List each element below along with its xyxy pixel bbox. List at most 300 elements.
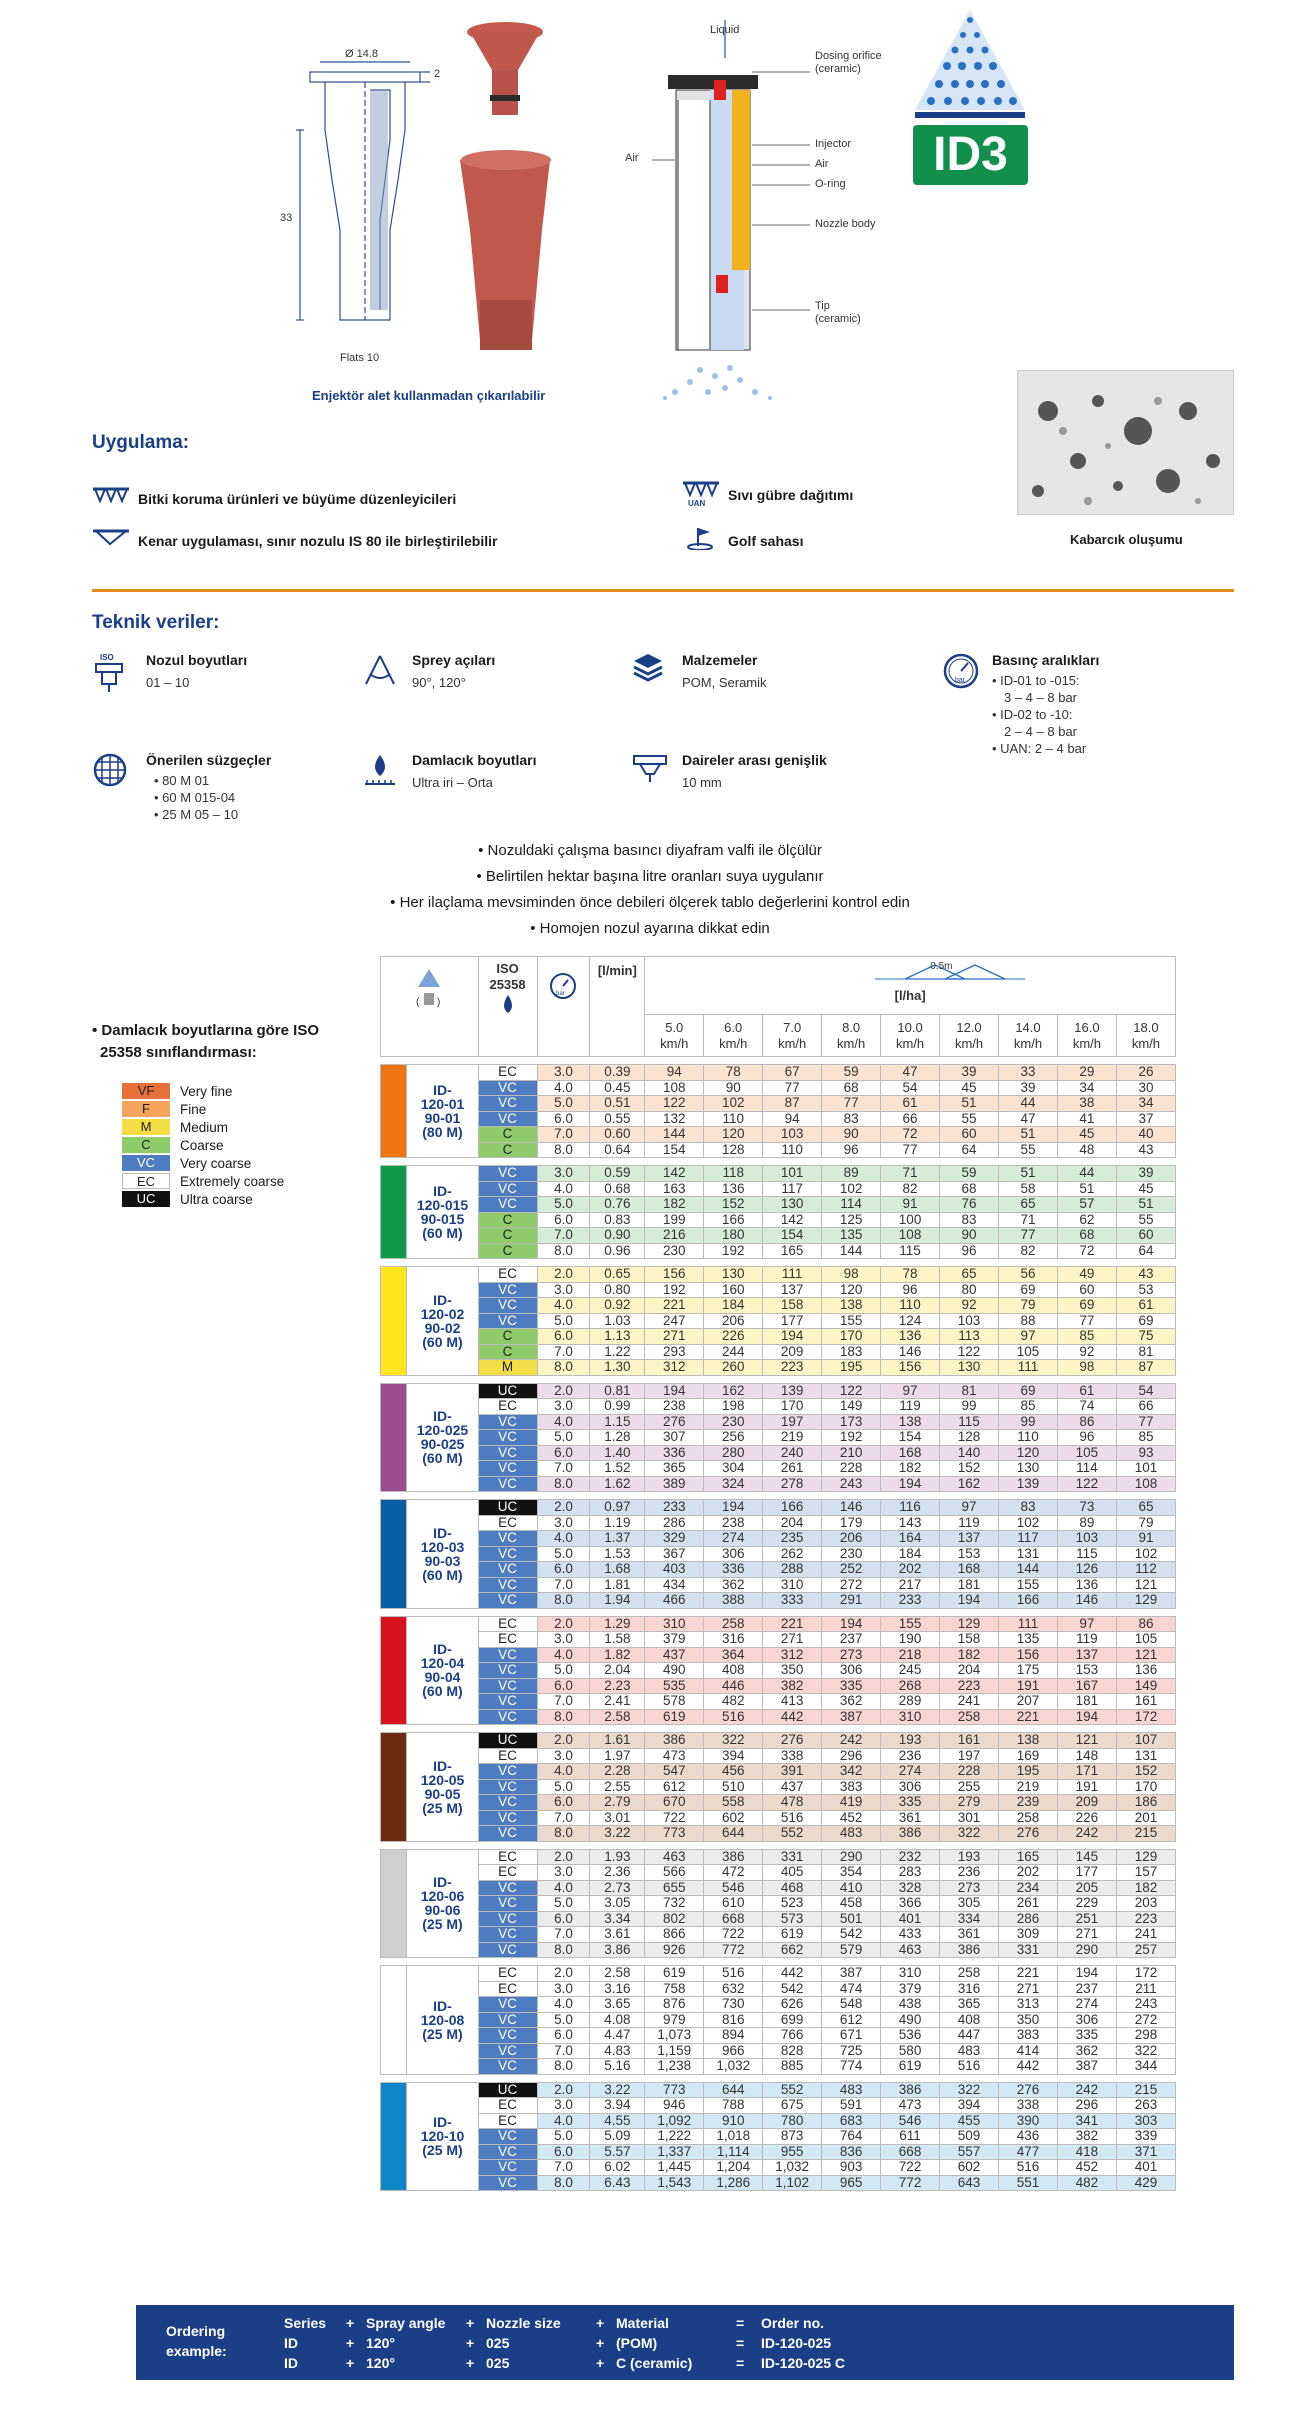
rate-cell: 160 bbox=[704, 1282, 763, 1298]
rate-cell: 410 bbox=[822, 1880, 881, 1896]
rate-cell: 186 bbox=[1116, 1795, 1175, 1811]
filter-line-1: • 80 M 01 bbox=[154, 773, 210, 788]
rate-cell: 121 bbox=[1116, 1647, 1175, 1663]
pressure-cell: 3.0 bbox=[537, 1065, 590, 1081]
rate-cell: 243 bbox=[1116, 1997, 1175, 2013]
label-body: Nozzle body bbox=[815, 218, 876, 230]
rate-cell: 29 bbox=[1057, 1065, 1116, 1081]
spec-value: Ultra iri – Orta bbox=[412, 775, 493, 790]
rate-cell: 170 bbox=[763, 1399, 822, 1415]
rate-cell: 111 bbox=[999, 1616, 1058, 1632]
rate-cell: 433 bbox=[881, 1927, 940, 1943]
rate-cell: 244 bbox=[704, 1344, 763, 1360]
legend-item bbox=[122, 1136, 372, 1154]
application-item-1 bbox=[92, 486, 456, 511]
label-liquid: Liquid bbox=[710, 24, 740, 36]
rate-cell: 566 bbox=[645, 1865, 704, 1881]
flow-cell: 1.93 bbox=[590, 1849, 645, 1865]
rate-cell: 296 bbox=[822, 1748, 881, 1764]
spray-pattern-icon bbox=[905, 0, 1035, 120]
rate-cell: 139 bbox=[763, 1383, 822, 1399]
rate-cell: 183 bbox=[822, 1344, 881, 1360]
table-row bbox=[381, 2082, 1176, 2098]
pressure-cell: 7.0 bbox=[537, 1228, 590, 1244]
table-row bbox=[381, 1647, 1176, 1663]
rate-cell: 258 bbox=[999, 1810, 1058, 1826]
rate-cell: 153 bbox=[1057, 1663, 1116, 1679]
table-row bbox=[381, 1282, 1176, 1298]
rate-cell: 97 bbox=[1057, 1616, 1116, 1632]
rate-cell: 436 bbox=[999, 2129, 1058, 2145]
rate-cell: 258 bbox=[704, 1616, 763, 1632]
iso-class-cell: EC bbox=[478, 1065, 537, 1081]
rate-cell: 103 bbox=[1057, 1531, 1116, 1547]
ordering-cell: = bbox=[736, 2355, 745, 2371]
table-row bbox=[381, 1779, 1176, 1795]
rate-cell: 137 bbox=[940, 1531, 999, 1547]
edge-spray-icon bbox=[92, 528, 130, 553]
legend-swatch: EC bbox=[122, 1173, 170, 1189]
spec-value: 01 – 10 bbox=[146, 675, 190, 690]
iso-class-cell: C bbox=[478, 1228, 537, 1244]
rate-cell: 193 bbox=[881, 1733, 940, 1749]
rate-cell: 86 bbox=[1116, 1616, 1175, 1632]
rate-cell: 1,445 bbox=[645, 2160, 704, 2176]
rate-cell: 121 bbox=[1116, 1577, 1175, 1593]
rate-cell: 87 bbox=[1116, 1360, 1175, 1376]
rate-cell: 386 bbox=[645, 1733, 704, 1749]
ordering-cell: Order no. bbox=[761, 2315, 825, 2331]
rate-cell: 262 bbox=[763, 1546, 822, 1562]
rate-cell: 241 bbox=[1116, 1927, 1175, 1943]
rate-cell: 456 bbox=[704, 1764, 763, 1780]
rate-cell: 274 bbox=[704, 1531, 763, 1547]
rate-cell: 331 bbox=[999, 1942, 1058, 1958]
pressure-cell: 8.0 bbox=[537, 1360, 590, 1376]
rate-cell: 96 bbox=[1057, 1430, 1116, 1446]
iso-class-cell: VC bbox=[478, 1197, 537, 1213]
rate-cell: 274 bbox=[881, 1764, 940, 1780]
rate-cell: 83 bbox=[999, 1500, 1058, 1516]
rate-cell: 53 bbox=[1116, 1282, 1175, 1298]
iso-class-cell: VC bbox=[478, 1593, 537, 1609]
rate-cell: 198 bbox=[704, 1399, 763, 1415]
ordering-cell: + bbox=[596, 2335, 605, 2351]
flow-cell: 0.60 bbox=[590, 1127, 645, 1143]
rate-cell: 548 bbox=[822, 1997, 881, 2013]
iso-class-cell: VC bbox=[478, 1880, 537, 1896]
rate-cell: 210 bbox=[822, 1445, 881, 1461]
rate-cell: 228 bbox=[822, 1461, 881, 1477]
rate-cell: 110 bbox=[881, 1298, 940, 1314]
rate-cell: 156 bbox=[881, 1360, 940, 1376]
ordering-cell: Series bbox=[284, 2315, 327, 2331]
pressure-cell: 8.0 bbox=[537, 1709, 590, 1725]
ordering-cell: Material bbox=[616, 2315, 669, 2331]
iso-class-cell: VC bbox=[478, 1546, 537, 1562]
rate-cell: 276 bbox=[763, 1733, 822, 1749]
table-row bbox=[381, 1966, 1176, 1982]
rate-cell: 43 bbox=[1116, 1142, 1175, 1158]
rate-cell: 54 bbox=[1116, 1383, 1175, 1399]
rate-cell: 788 bbox=[704, 2098, 763, 2114]
iso-class-cell: VC bbox=[478, 1430, 537, 1446]
rate-cell: 387 bbox=[822, 1966, 881, 1982]
ordering-cell: = bbox=[736, 2335, 745, 2351]
iso-class-cell: VC bbox=[478, 2059, 537, 2075]
rate-cell: 172 bbox=[1116, 1709, 1175, 1725]
rate-cell: 192 bbox=[645, 1282, 704, 1298]
rate-cell: 414 bbox=[999, 2043, 1058, 2059]
rate-cell: 619 bbox=[645, 1709, 704, 1725]
pressure-cell: 7.0 bbox=[537, 1927, 590, 1943]
flow-cell: 0.68 bbox=[590, 1181, 645, 1197]
rate-cell: 114 bbox=[822, 1197, 881, 1213]
rate-cell: 129 bbox=[940, 1616, 999, 1632]
legend-item bbox=[122, 1082, 372, 1100]
rate-cell: 312 bbox=[645, 1360, 704, 1376]
rate-cell: 152 bbox=[1116, 1764, 1175, 1780]
pressure-cell: 5.0 bbox=[537, 1663, 590, 1679]
rate-cell: 60 bbox=[1116, 1228, 1175, 1244]
filter-globe-icon bbox=[92, 752, 128, 793]
rate-cell: 192 bbox=[704, 1243, 763, 1259]
flow-cell: 5.57 bbox=[590, 2144, 645, 2160]
application-label: Sıvı gübre dağıtımı bbox=[728, 487, 854, 503]
table-row bbox=[381, 1414, 1176, 1430]
group-color-stripe bbox=[381, 1966, 407, 2075]
label-oring: O-ring bbox=[815, 178, 846, 190]
speed-header: 12.0 km/h bbox=[940, 1015, 999, 1057]
rate-cell: 61 bbox=[1057, 1383, 1116, 1399]
rate-cell: 612 bbox=[822, 2012, 881, 2028]
rate-cell: 383 bbox=[822, 1779, 881, 1795]
rate-cell: 772 bbox=[704, 1942, 763, 1958]
rate-cell: 408 bbox=[940, 2012, 999, 2028]
spec-title: Damlacık boyutları bbox=[412, 752, 537, 768]
flow-cell: 0.92 bbox=[590, 1298, 645, 1314]
rate-cell: 382 bbox=[763, 1678, 822, 1694]
rate-cell: 165 bbox=[999, 1849, 1058, 1865]
rate-cell: 286 bbox=[645, 1515, 704, 1531]
rate-cell: 271 bbox=[645, 1329, 704, 1345]
table-row bbox=[381, 2043, 1176, 2059]
table-row bbox=[381, 1733, 1176, 1749]
pressure-cell: 4.0 bbox=[537, 1764, 590, 1780]
rate-cell: 764 bbox=[822, 2129, 881, 2145]
nozzle-group-name: ID- 120-01 90-01 (80 M) bbox=[407, 1065, 478, 1158]
iso-class-cell: C bbox=[478, 1142, 537, 1158]
spec-value: 10 mm bbox=[682, 775, 722, 790]
rate-cell: 483 bbox=[822, 2082, 881, 2098]
table-row bbox=[381, 1096, 1176, 1112]
label-air-left: Air bbox=[625, 152, 639, 164]
rate-cell: 306 bbox=[881, 1779, 940, 1795]
rate-cell: 82 bbox=[881, 1181, 940, 1197]
iso-class-cell: UC bbox=[478, 2082, 537, 2098]
rate-cell: 578 bbox=[645, 1694, 704, 1710]
rate-cell: 54 bbox=[881, 1080, 940, 1096]
rate-cell: 155 bbox=[999, 1577, 1058, 1593]
iso-class-cell: VC bbox=[478, 1663, 537, 1679]
rate-cell: 182 bbox=[645, 1197, 704, 1213]
flow-cell: 1.15 bbox=[590, 1414, 645, 1430]
rate-cell: 140 bbox=[940, 1445, 999, 1461]
rate-cell: 101 bbox=[1116, 1461, 1175, 1477]
rate-cell: 166 bbox=[999, 1593, 1058, 1609]
rate-cell: 328 bbox=[881, 1880, 940, 1896]
iso-class-cell: VC bbox=[478, 1461, 537, 1477]
notes-list bbox=[0, 838, 1300, 942]
rate-cell: 429 bbox=[1116, 2175, 1175, 2191]
rate-cell: 261 bbox=[763, 1461, 822, 1477]
iso-class-cell: VC bbox=[478, 1810, 537, 1826]
rate-cell: 873 bbox=[763, 2129, 822, 2145]
rate-cell: 55 bbox=[1116, 1212, 1175, 1228]
rate-cell: 258 bbox=[940, 1709, 999, 1725]
table-row bbox=[381, 1632, 1176, 1648]
rate-cell: 547 bbox=[645, 1764, 704, 1780]
rate-cell: 78 bbox=[881, 1267, 940, 1283]
pressure-cell: 3.0 bbox=[537, 2098, 590, 2114]
rate-cell: 114 bbox=[1057, 1461, 1116, 1477]
pressure-cell: 5.0 bbox=[537, 2012, 590, 2028]
pressure-cell: 4.0 bbox=[537, 1080, 590, 1096]
table-row bbox=[381, 1942, 1176, 1958]
rate-cell: 158 bbox=[763, 1298, 822, 1314]
ordering-cell: + bbox=[346, 2335, 355, 2351]
pressure-cell: 8.0 bbox=[537, 2059, 590, 2075]
table-row bbox=[381, 1127, 1176, 1143]
rate-cell: 546 bbox=[881, 2113, 940, 2129]
iso-class-cell: VC bbox=[478, 1577, 537, 1593]
rate-cell: 619 bbox=[881, 2059, 940, 2075]
flow-cell: 0.76 bbox=[590, 1197, 645, 1213]
group-spacer bbox=[381, 2074, 1176, 2082]
rate-cell: 166 bbox=[763, 1500, 822, 1516]
rate-cell: 165 bbox=[763, 1243, 822, 1259]
rate-cell: 194 bbox=[704, 1500, 763, 1516]
iso-class-cell: VC bbox=[478, 1562, 537, 1578]
pressure-cell: 6.0 bbox=[537, 1212, 590, 1228]
rate-cell: 361 bbox=[940, 1927, 999, 1943]
rate-cell: 94 bbox=[645, 1065, 704, 1081]
rate-cell: 405 bbox=[763, 1865, 822, 1881]
rate-cell: 283 bbox=[881, 1865, 940, 1881]
rate-cell: 408 bbox=[704, 1663, 763, 1679]
rate-cell: 39 bbox=[940, 1065, 999, 1081]
table-row bbox=[381, 1795, 1176, 1811]
rate-cell: 206 bbox=[822, 1531, 881, 1547]
nozzle-group-name: ID- 120-03 90-03 (60 M) bbox=[407, 1500, 478, 1609]
rate-cell: 316 bbox=[704, 1632, 763, 1648]
flow-cell: 2.73 bbox=[590, 1880, 645, 1896]
group-spacer bbox=[381, 1375, 1176, 1383]
rate-cell: 179 bbox=[822, 1515, 881, 1531]
rate-cell: 1,286 bbox=[704, 2175, 763, 2191]
rate-cell: 154 bbox=[645, 1142, 704, 1158]
rate-cell: 490 bbox=[881, 2012, 940, 2028]
pressure-line-5: • UAN: 2 – 4 bar bbox=[992, 741, 1087, 756]
group-color-stripe bbox=[381, 1849, 407, 1958]
rate-cell: 482 bbox=[704, 1694, 763, 1710]
flow-cell: 2.58 bbox=[590, 1709, 645, 1725]
rate-cell: 195 bbox=[822, 1360, 881, 1376]
rate-cell: 239 bbox=[999, 1795, 1058, 1811]
rate-cell: 182 bbox=[881, 1461, 940, 1477]
rate-cell: 226 bbox=[1057, 1810, 1116, 1826]
rate-cell: 34 bbox=[1116, 1096, 1175, 1112]
group-spacer bbox=[381, 1608, 1176, 1616]
iso-class-cell: VC bbox=[478, 1779, 537, 1795]
rate-cell: 97 bbox=[940, 1500, 999, 1516]
flow-cell: 3.16 bbox=[590, 1981, 645, 1997]
pressure-cell: 8.0 bbox=[537, 1476, 590, 1492]
ordering-cell: 025 bbox=[486, 2335, 510, 2351]
ordering-cell: ID-120-025 C bbox=[761, 2355, 846, 2371]
rate-cell: 142 bbox=[645, 1166, 704, 1182]
rate-cell: 233 bbox=[881, 1593, 940, 1609]
rate-cell: 644 bbox=[704, 1826, 763, 1842]
rate-cell: 119 bbox=[940, 1515, 999, 1531]
spec-title: Önerilen süzgeçler bbox=[146, 752, 272, 768]
rate-cell: 194 bbox=[645, 1383, 704, 1399]
rate-cell: 242 bbox=[1057, 2082, 1116, 2098]
rate-cell: 271 bbox=[1057, 1927, 1116, 1943]
iso-class-cell: VC bbox=[478, 1694, 537, 1710]
rate-cell: 1,238 bbox=[645, 2059, 704, 2075]
rate-cell: 130 bbox=[704, 1267, 763, 1283]
rate-cell: 80 bbox=[940, 1282, 999, 1298]
rate-cell: 40 bbox=[1116, 1127, 1175, 1143]
pressure-cell: 7.0 bbox=[537, 1577, 590, 1593]
rate-cell: 170 bbox=[1116, 1779, 1175, 1795]
rate-cell: 110 bbox=[763, 1142, 822, 1158]
iso-class-cell: EC bbox=[478, 1399, 537, 1415]
rate-cell: 828 bbox=[763, 2043, 822, 2059]
flow-cell: 0.39 bbox=[590, 1065, 645, 1081]
id3-logo bbox=[905, 0, 1035, 190]
rate-cell: 773 bbox=[645, 2082, 704, 2098]
rate-cell: 458 bbox=[822, 1896, 881, 1912]
rate-cell: 215 bbox=[1116, 2082, 1175, 2098]
nozzle-group-name: ID- 120-10 (25 M) bbox=[407, 2082, 478, 2191]
rate-cell: 312 bbox=[763, 1647, 822, 1663]
rate-cell: 542 bbox=[822, 1927, 881, 1943]
table-row bbox=[381, 1694, 1176, 1710]
rate-cell: 51 bbox=[1116, 1197, 1175, 1213]
flow-cell: 0.99 bbox=[590, 1399, 645, 1415]
pressure-cell: 3.0 bbox=[537, 1865, 590, 1881]
rate-cell: 236 bbox=[940, 1865, 999, 1881]
rate-cell: 38 bbox=[1057, 1096, 1116, 1112]
rate-cell: 388 bbox=[704, 1593, 763, 1609]
rate-cell: 96 bbox=[822, 1142, 881, 1158]
rate-cell: 322 bbox=[704, 1733, 763, 1749]
spec-value: 90°, 120° bbox=[412, 675, 466, 690]
ordering-cell: + bbox=[466, 2315, 475, 2331]
rate-cell: 72 bbox=[1057, 1243, 1116, 1259]
iso-class-cell: VC bbox=[478, 1531, 537, 1547]
rate-cell: 91 bbox=[1116, 1531, 1175, 1547]
rate-cell: 138 bbox=[822, 1298, 881, 1314]
rate-cell: 442 bbox=[763, 1709, 822, 1725]
rate-cell: 86 bbox=[1057, 1414, 1116, 1430]
rate-cell: 354 bbox=[822, 1865, 881, 1881]
droplet-icon bbox=[498, 993, 518, 1017]
rate-cell: 156 bbox=[645, 1267, 704, 1283]
spec-title: Basınç aralıkları bbox=[992, 652, 1100, 668]
rate-cell: 44 bbox=[1057, 1166, 1116, 1182]
rate-cell: 69 bbox=[1116, 1313, 1175, 1329]
rate-cell: 335 bbox=[822, 1678, 881, 1694]
rate-cell: 96 bbox=[881, 1282, 940, 1298]
rate-cell: 101 bbox=[763, 1166, 822, 1182]
rate-cell: 157 bbox=[1116, 1865, 1175, 1881]
broadcast-spray-icon bbox=[92, 486, 130, 511]
rate-cell: 59 bbox=[940, 1166, 999, 1182]
iso-legend bbox=[92, 1020, 372, 1208]
pressure-cell: 2.0 bbox=[537, 1849, 590, 1865]
rate-cell: 273 bbox=[822, 1647, 881, 1663]
rate-cell: 350 bbox=[999, 2012, 1058, 2028]
rate-cell: 473 bbox=[645, 1748, 704, 1764]
rate-cell: 304 bbox=[704, 1461, 763, 1477]
spec-value: POM, Seramik bbox=[682, 675, 767, 690]
rate-cell: 60 bbox=[1057, 1282, 1116, 1298]
rate-cell: 55 bbox=[940, 1111, 999, 1127]
rate-cell: 177 bbox=[763, 1313, 822, 1329]
rate-cell: 1,073 bbox=[645, 2028, 704, 2044]
svg-text:(: ( bbox=[416, 997, 420, 1008]
rate-cell: 194 bbox=[940, 1593, 999, 1609]
rate-cell: 121 bbox=[1057, 1733, 1116, 1749]
filter-line-3: • 25 M 05 – 10 bbox=[154, 807, 239, 822]
pressure-line-2: 3 – 4 – 8 bar bbox=[1004, 690, 1077, 705]
table-row bbox=[381, 1243, 1176, 1259]
rate-cell: 291 bbox=[822, 1593, 881, 1609]
legend-label: Medium bbox=[180, 1119, 229, 1135]
rate-cell: 260 bbox=[704, 1360, 763, 1376]
flow-cell: 2.36 bbox=[590, 1865, 645, 1881]
pressure-cell: 7.0 bbox=[537, 2043, 590, 2059]
rate-cell: 335 bbox=[881, 1795, 940, 1811]
table-row bbox=[381, 1313, 1176, 1329]
rate-cell: 979 bbox=[645, 2012, 704, 2028]
rate-cell: 162 bbox=[940, 1476, 999, 1492]
rate-cell: 85 bbox=[1057, 1329, 1116, 1345]
rate-cell: 263 bbox=[1116, 2098, 1175, 2114]
iso-nozzle-icon bbox=[92, 652, 126, 701]
rate-cell: 536 bbox=[881, 2028, 940, 2044]
rate-cell: 158 bbox=[940, 1632, 999, 1648]
rate-cell: 535 bbox=[645, 1678, 704, 1694]
table-row bbox=[381, 1865, 1176, 1881]
rate-cell: 298 bbox=[1116, 2028, 1175, 2044]
rate-cell: 478 bbox=[763, 1795, 822, 1811]
pressure-cell: 6.0 bbox=[537, 1795, 590, 1811]
rate-cell: 136 bbox=[704, 1181, 763, 1197]
rate-cell: 473 bbox=[881, 2098, 940, 2114]
rate-cell: 288 bbox=[763, 1562, 822, 1578]
rate-cell: 1,102 bbox=[763, 2175, 822, 2191]
table-row bbox=[381, 1810, 1176, 1826]
rate-cell: 394 bbox=[940, 2098, 999, 2114]
flow-cell: 4.83 bbox=[590, 2043, 645, 2059]
section-divider bbox=[92, 589, 1234, 592]
rate-cell: 55 bbox=[999, 1142, 1058, 1158]
rate-cell: 172 bbox=[1116, 1966, 1175, 1982]
